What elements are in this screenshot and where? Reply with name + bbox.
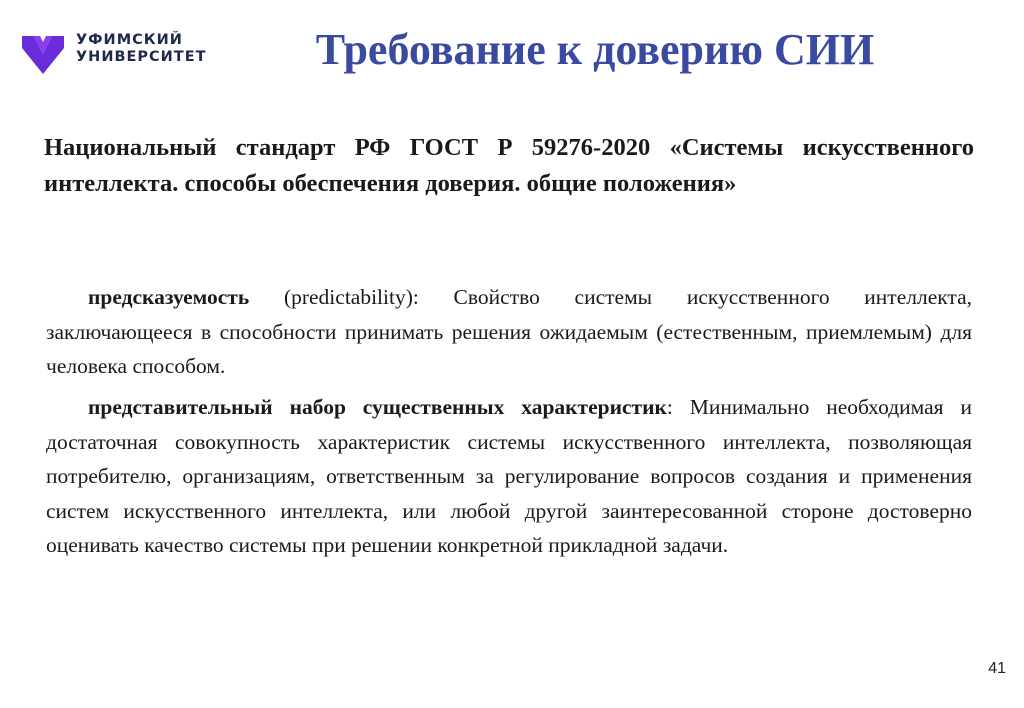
page-number: 41	[988, 660, 1006, 677]
standard-heading: Национальный стандарт РФ ГОСТ Р 59276-2020 «Системы искусственного интеллекта. способы обеспечения доверия. общие положения»	[44, 134, 974, 197]
definition-text: (predictability): Свойство системы искусственного интеллекта, заключающееся в способности принимать решения ожидаемым (естественным, приемлемым) для человека способом.	[46, 285, 972, 379]
definition-term: предсказуемость	[88, 285, 250, 309]
university-logo	[22, 30, 242, 76]
definition-representative-set	[46, 390, 972, 563]
definition-predictability	[46, 280, 972, 384]
ufa-university-logo-icon	[22, 32, 64, 74]
logo-line-2: УНИВЕРСИТЕТ	[76, 49, 207, 65]
definition-term: представительный набор существенных характеристик	[88, 395, 667, 419]
definition-text: : Минимально необходимая и достаточная совокупность характеристик системы искусственного интеллекта, позволяющая потребителю, организациям, ответственным за регулирование вопросов создания и применения систем искусственного интеллекта, или любой другой заинтересованной стороне достоверно оценивать качество системы при решении конкретной прикладной задачи.	[46, 395, 972, 558]
logo-line-1: УФИМСКИЙ	[76, 32, 183, 48]
logo-wordmark	[76, 32, 207, 66]
slide-title: Требование к доверию СИИ	[315, 25, 875, 74]
